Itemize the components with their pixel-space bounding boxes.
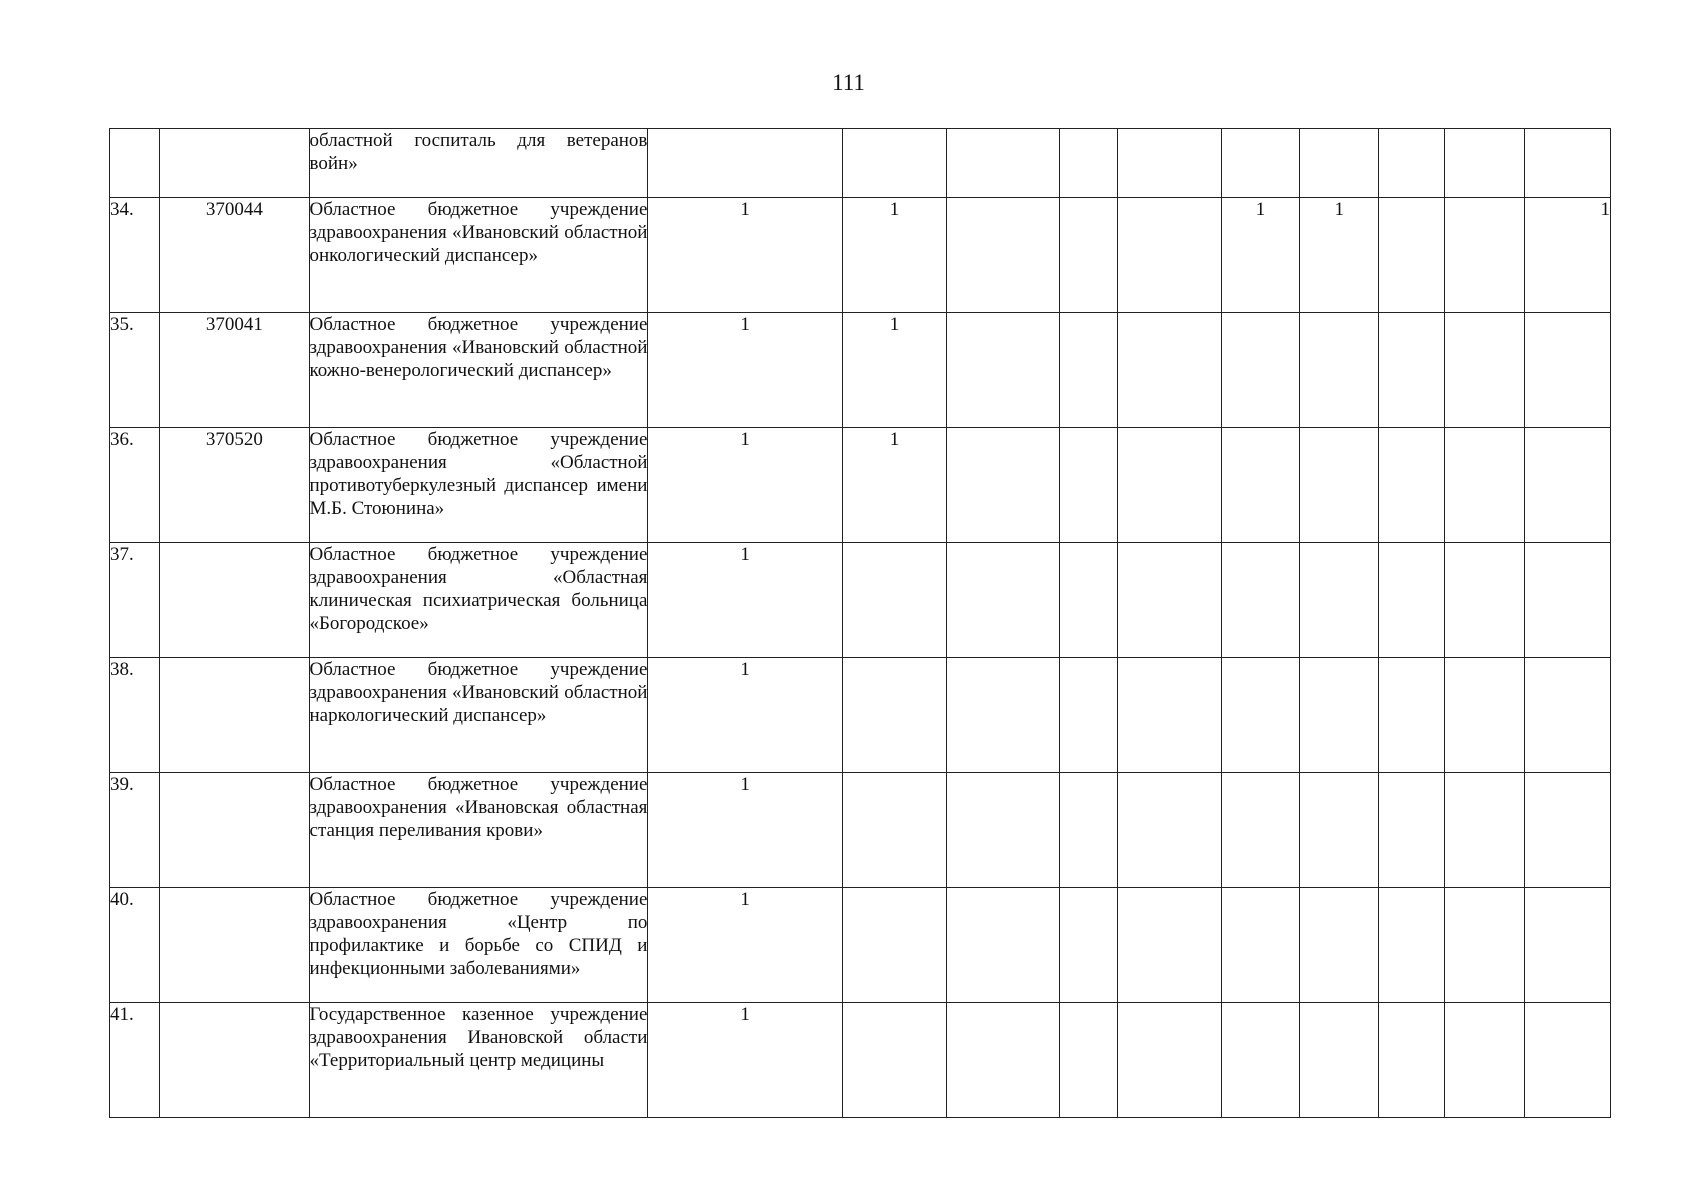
value-cell-8: [1379, 198, 1445, 313]
table-row: [110, 773, 1611, 888]
value-cell-8: [1379, 658, 1445, 773]
value-cell-4: [1060, 313, 1117, 428]
value-cell-1: 1: [648, 888, 843, 1003]
value-cell-9: [1445, 658, 1524, 773]
value-cell-6: [1221, 888, 1299, 1003]
value-cell-3: [947, 543, 1060, 658]
institution-name-cell: Областное бюджетное учреждение здравоохранения «Ивановский областной наркологический диспансер»: [309, 658, 648, 773]
value-cell-10: [1524, 773, 1610, 888]
registry-code-cell: 370044: [160, 198, 309, 313]
registry-code-cell: [160, 1003, 309, 1118]
value-cell-2: [842, 773, 946, 888]
value-cell-10: [1524, 543, 1610, 658]
row-number-cell: [110, 129, 160, 198]
value-cell-6: [1221, 1003, 1299, 1118]
registry-code-cell: 370041: [160, 313, 309, 428]
value-cell-3: [947, 658, 1060, 773]
value-cell-9: [1445, 129, 1524, 198]
page-number: 111: [832, 70, 865, 95]
value-cell-7: 1: [1300, 198, 1379, 313]
row-number-cell: 38.: [110, 658, 160, 773]
value-cell-4: [1060, 1003, 1117, 1118]
table-row: [110, 198, 1611, 313]
value-cell-5: [1117, 198, 1221, 313]
value-cell-1: 1: [648, 543, 843, 658]
value-cell-5: [1117, 1003, 1221, 1118]
value-cell-3: [947, 129, 1060, 198]
value-cell-6: [1221, 313, 1299, 428]
value-cell-10: [1524, 888, 1610, 1003]
value-cell-1: 1: [648, 428, 843, 543]
table-row: [110, 888, 1611, 1003]
value-cell-7: [1300, 543, 1379, 658]
value-cell-8: [1379, 129, 1445, 198]
table-row: [110, 313, 1611, 428]
registry-code-cell: [160, 773, 309, 888]
value-cell-5: [1117, 313, 1221, 428]
value-cell-1: 1: [648, 313, 843, 428]
value-cell-2: [842, 129, 946, 198]
value-cell-3: [947, 428, 1060, 543]
row-number-cell: 34.: [110, 198, 160, 313]
value-cell-8: [1379, 428, 1445, 543]
registry-code-cell: [160, 888, 309, 1003]
value-cell-3: [947, 1003, 1060, 1118]
value-cell-6: [1221, 658, 1299, 773]
value-cell-2: [842, 658, 946, 773]
value-cell-5: [1117, 773, 1221, 888]
value-cell-4: [1060, 543, 1117, 658]
value-cell-7: [1300, 1003, 1379, 1118]
value-cell-2: [842, 1003, 946, 1118]
value-cell-1: 1: [648, 1003, 843, 1118]
registry-code-cell: [160, 543, 309, 658]
registry-code-cell: [160, 658, 309, 773]
value-cell-9: [1445, 1003, 1524, 1118]
row-number-cell: 39.: [110, 773, 160, 888]
row-number-cell: 36.: [110, 428, 160, 543]
value-cell-10: [1524, 1003, 1610, 1118]
value-cell-3: [947, 198, 1060, 313]
table-body: [110, 129, 1611, 1118]
value-cell-10: [1524, 129, 1610, 198]
row-number-cell: 37.: [110, 543, 160, 658]
table-row: [110, 129, 1611, 198]
value-cell-4: [1060, 888, 1117, 1003]
value-cell-3: [947, 313, 1060, 428]
table-row: [110, 1003, 1611, 1118]
value-cell-10: [1524, 428, 1610, 543]
value-cell-4: [1060, 428, 1117, 543]
value-cell-10: 1: [1524, 198, 1610, 313]
value-cell-1: [648, 129, 843, 198]
value-cell-8: [1379, 543, 1445, 658]
value-cell-7: [1300, 313, 1379, 428]
value-cell-5: [1117, 658, 1221, 773]
value-cell-2: [842, 543, 946, 658]
registry-code-cell: [160, 129, 309, 198]
value-cell-6: [1221, 543, 1299, 658]
value-cell-7: [1300, 773, 1379, 888]
value-cell-2: 1: [842, 198, 946, 313]
value-cell-8: [1379, 1003, 1445, 1118]
value-cell-5: [1117, 888, 1221, 1003]
row-number-cell: 40.: [110, 888, 160, 1003]
value-cell-10: [1524, 658, 1610, 773]
table-row: [110, 428, 1611, 543]
value-cell-8: [1379, 888, 1445, 1003]
institutions-table: [109, 128, 1611, 1118]
value-cell-9: [1445, 888, 1524, 1003]
value-cell-9: [1445, 313, 1524, 428]
row-number-cell: 41.: [110, 1003, 160, 1118]
value-cell-5: [1117, 428, 1221, 543]
value-cell-4: [1060, 658, 1117, 773]
value-cell-8: [1379, 313, 1445, 428]
institution-name-cell: Областное бюджетное учреждение здравоохранения «Ивановская областная станция переливания крови»: [309, 773, 648, 888]
value-cell-8: [1379, 773, 1445, 888]
value-cell-9: [1445, 198, 1524, 313]
institution-name-cell: Государственное казенное учреждение здравоохранения Ивановской области «Территориальный центр медицины: [309, 1003, 648, 1118]
registry-code-cell: 370520: [160, 428, 309, 543]
value-cell-7: [1300, 428, 1379, 543]
institution-name-cell: областной госпиталь для ветеранов войн»: [309, 129, 648, 198]
value-cell-10: [1524, 313, 1610, 428]
value-cell-5: [1117, 543, 1221, 658]
value-cell-6: 1: [1221, 198, 1299, 313]
value-cell-6: [1221, 129, 1299, 198]
value-cell-3: [947, 888, 1060, 1003]
value-cell-1: 1: [648, 198, 843, 313]
institution-name-cell: Областное бюджетное учреждение здравоохранения «Ивановский областной онкологический диспансер»: [309, 198, 648, 313]
value-cell-1: 1: [648, 658, 843, 773]
value-cell-9: [1445, 428, 1524, 543]
value-cell-2: 1: [842, 428, 946, 543]
table-row: [110, 543, 1611, 658]
institution-name-cell: Областное бюджетное учреждение здравоохранения «Областная клиническая психиатрическая больница «Богородское»: [309, 543, 648, 658]
value-cell-4: [1060, 773, 1117, 888]
value-cell-6: [1221, 428, 1299, 543]
value-cell-6: [1221, 773, 1299, 888]
value-cell-2: [842, 888, 946, 1003]
value-cell-4: [1060, 129, 1117, 198]
table-row: [110, 658, 1611, 773]
value-cell-1: 1: [648, 773, 843, 888]
row-number-cell: 35.: [110, 313, 160, 428]
value-cell-2: 1: [842, 313, 946, 428]
institution-name-cell: Областное бюджетное учреждение здравоохранения «Областной противотуберкулезный диспансер имени М.Б. Стоюнина»: [309, 428, 648, 543]
value-cell-3: [947, 773, 1060, 888]
institution-name-cell: Областное бюджетное учреждение здравоохранения «Ивановский областной кожно-венерологический диспансер»: [309, 313, 648, 428]
value-cell-7: [1300, 888, 1379, 1003]
value-cell-9: [1445, 773, 1524, 888]
value-cell-9: [1445, 543, 1524, 658]
value-cell-5: [1117, 129, 1221, 198]
value-cell-4: [1060, 198, 1117, 313]
value-cell-7: [1300, 129, 1379, 198]
value-cell-7: [1300, 658, 1379, 773]
institution-name-cell: Областное бюджетное учреждение здравоохранения «Центр по профилактике и борьбе со СПИД и инфекционными заболеваниями»: [309, 888, 648, 1003]
